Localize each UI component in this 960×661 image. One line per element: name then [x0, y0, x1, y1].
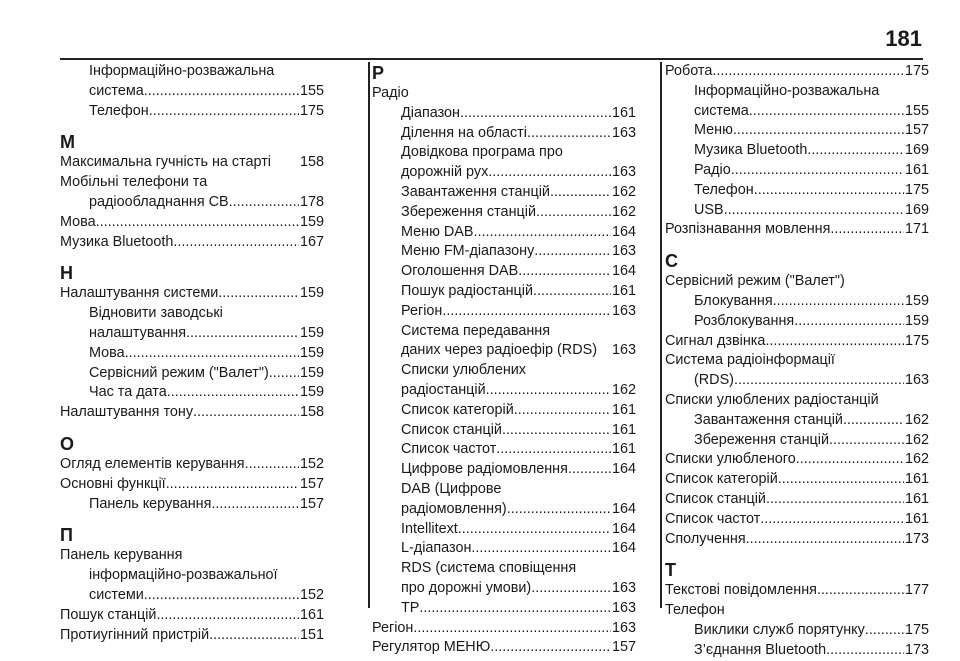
index-page-number: 157	[299, 495, 324, 512]
index-entry	[60, 364, 324, 384]
index-page-number: 161	[611, 282, 636, 299]
index-page-number: 159	[904, 312, 929, 329]
index-entry-text: Регіон	[401, 302, 443, 319]
leader-dots	[829, 431, 904, 451]
index-page-number: 173	[904, 641, 929, 658]
index-entry	[665, 530, 929, 550]
index-entry	[372, 84, 636, 104]
index-entry	[665, 181, 929, 201]
leader-dots	[218, 284, 299, 304]
leader-dots	[794, 312, 904, 332]
index-entry-text: Відновити заводські	[89, 305, 223, 322]
leader-dots	[712, 62, 904, 82]
index-entry	[372, 223, 636, 243]
leader-dots	[796, 450, 904, 470]
index-entry	[665, 490, 929, 510]
index-entry-text: радіообладнання CB	[89, 193, 229, 210]
index-entry	[372, 143, 636, 183]
index-entry-text: Пошук радіостанцій	[401, 282, 534, 299]
index-entry	[372, 440, 636, 460]
index-column-1	[60, 62, 324, 645]
index-entry-text: USB	[694, 201, 724, 218]
index-page-number: 164	[611, 461, 636, 478]
index-page-number: 151	[299, 626, 324, 643]
index-entry-text: Intellitext	[401, 520, 458, 537]
leader-dots	[830, 220, 904, 240]
leader-dots	[733, 121, 904, 141]
index-entry-text: Налаштування тону	[60, 404, 194, 421]
index-entry-text: інформаційно-розважальної	[89, 567, 278, 584]
leader-dots	[550, 183, 611, 203]
index-page-number: 171	[904, 221, 929, 238]
index-entry-text: радіостанцій	[401, 381, 486, 398]
index-entry	[665, 312, 929, 332]
leader-dots	[209, 626, 299, 646]
index-page-number: 159	[299, 344, 324, 361]
index-page-number: 162	[611, 203, 636, 220]
leader-dots	[536, 203, 611, 223]
index-entry	[665, 621, 929, 641]
index-page-number: 161	[904, 161, 929, 178]
index-entry-text: Завантаження станцій	[694, 411, 843, 428]
index-entry	[665, 601, 929, 621]
index-entry	[60, 284, 324, 304]
index-letter-heading: М	[60, 132, 75, 153]
index-page-number: 162	[904, 411, 929, 428]
index-entry-text: Інформаційно-розважальна	[89, 63, 275, 79]
index-entry-text: Діапазон	[401, 104, 460, 121]
leader-dots	[534, 242, 611, 262]
index-page-number: 163	[611, 342, 636, 359]
index-entry-text: Налаштування системи	[60, 285, 219, 302]
leader-dots	[807, 141, 904, 161]
index-page-number: 157	[611, 639, 636, 656]
leader-dots	[766, 490, 904, 510]
leader-dots	[518, 262, 611, 282]
leader-dots	[507, 500, 611, 520]
index-entry-text: (RDS)	[694, 372, 734, 389]
header-rule	[60, 58, 923, 60]
leader-dots	[471, 539, 611, 559]
leader-dots	[496, 440, 611, 460]
index-entry	[372, 242, 636, 262]
index-entry	[372, 559, 636, 599]
leader-dots	[502, 421, 611, 441]
index-entry-text: Система передавання	[401, 322, 551, 339]
index-entry	[665, 141, 929, 161]
leader-dots	[734, 371, 904, 391]
leader-dots	[229, 193, 299, 213]
leader-dots	[149, 102, 299, 122]
index-entry	[665, 292, 929, 312]
index-entry-text: Основні функції	[60, 475, 166, 492]
index-entry-text: TP	[401, 599, 420, 616]
index-letter-heading: Р	[372, 63, 385, 83]
index-entry-text: Списки улюбленого	[665, 451, 796, 468]
leader-dots	[765, 332, 904, 352]
index-entry-text: Сервісний режим ("Валет")	[89, 364, 269, 381]
index-page-number: 164	[611, 500, 636, 517]
leader-dots	[156, 606, 299, 626]
index-entry	[665, 351, 929, 391]
index-page-number: 173	[904, 530, 929, 547]
index-page-number: 164	[611, 223, 636, 240]
index-page-number: 159	[904, 292, 929, 309]
index-entry	[60, 383, 324, 403]
index-entry	[372, 539, 636, 559]
index-page-number: 169	[904, 201, 929, 218]
index-entry-text: Сполучення	[665, 530, 746, 547]
index-page-number: 157	[904, 122, 929, 139]
index-entry-text: Радіо	[372, 85, 409, 101]
leader-dots	[473, 223, 611, 243]
index-page-number: 175	[904, 63, 929, 79]
leader-dots	[746, 530, 904, 550]
index-entry-text: Список станцій	[665, 490, 766, 507]
leader-dots	[442, 302, 611, 322]
index-entry-text: Огляд елементів керування	[60, 455, 245, 472]
index-entry	[372, 124, 636, 144]
index-entry-text: Інформаційно-розважальна	[694, 82, 880, 99]
index-page-number: 162	[904, 431, 929, 448]
index-entry-text: Система радіоінформації	[665, 352, 835, 369]
index-entry-text: даних через радіоефір (RDS)	[401, 342, 597, 359]
index-entry-text: Радіо	[694, 161, 731, 178]
index-page-number: 175	[904, 621, 929, 638]
index-entry-text: Виклики служб порятунку	[694, 621, 865, 638]
leader-dots	[144, 82, 299, 102]
index-page-number: 164	[611, 520, 636, 537]
leader-dots	[826, 641, 904, 661]
index-entry-text: Список частот	[665, 510, 761, 527]
index-entry-text: Меню	[694, 122, 733, 139]
index-entry	[372, 183, 636, 203]
index-entry	[372, 421, 636, 441]
index-entry	[665, 411, 929, 431]
index-entry	[372, 480, 636, 520]
index-entry	[372, 619, 636, 639]
index-page-number: 163	[611, 599, 636, 616]
index-letter-heading: Н	[60, 263, 73, 284]
index-entry-text: DAB (Цифрове	[401, 480, 502, 497]
leader-dots	[144, 586, 299, 606]
index-page-number: 158	[299, 404, 324, 421]
index-entry	[372, 322, 636, 362]
index-entry	[665, 201, 929, 221]
index-column-2	[368, 62, 636, 656]
index-page-number: 162	[611, 183, 636, 200]
index-entry	[60, 304, 324, 344]
index-entry	[665, 82, 929, 122]
index-entry-text: Телефон	[89, 102, 149, 119]
leader-dots	[760, 510, 904, 530]
index-entry-text: Списки улюблених	[401, 362, 526, 379]
index-page-number: 161	[904, 471, 929, 488]
index-entry-text: Розпізнавання мовлення	[665, 221, 831, 238]
index-entry-text: Музика Bluetooth	[60, 233, 174, 250]
index-entry-text: Меню FM-діапазону	[401, 243, 535, 260]
leader-dots	[458, 520, 611, 540]
index-page-number: 169	[904, 142, 929, 159]
index-entry-text: Список категорій	[665, 471, 778, 488]
index-page-number: 163	[611, 579, 636, 596]
index-entry-text: Регулятор МЕНЮ	[372, 639, 491, 656]
index-entry-text: Час та дата	[89, 384, 167, 401]
leader-dots	[186, 324, 299, 344]
index-page-number: 178	[299, 193, 324, 210]
index-entry	[665, 161, 929, 181]
leader-dots	[488, 163, 611, 183]
index-page-number: 159	[299, 285, 324, 302]
index-entry-text: Завантаження станцій	[401, 183, 550, 200]
index-page-number: 161	[299, 606, 324, 623]
leader-dots	[486, 381, 611, 401]
index-letter-heading: П	[60, 525, 73, 546]
leader-dots	[754, 181, 904, 201]
index-page-number: 159	[299, 324, 324, 341]
index-entry	[372, 361, 636, 401]
leader-dots	[166, 475, 299, 495]
index-entry-text: RDS (система сповіщення	[401, 560, 577, 577]
index-entry	[665, 641, 929, 661]
index-entry	[372, 104, 636, 124]
index-entry	[665, 272, 929, 292]
index-page-number: 155	[299, 82, 324, 99]
index-page-number: 161	[611, 441, 636, 458]
page-number: 181	[885, 26, 922, 51]
index-page-number: 161	[904, 510, 929, 527]
index-letter-heading: С	[665, 251, 678, 272]
index-entry	[60, 606, 324, 626]
index-page-number: 152	[299, 586, 324, 603]
leader-dots	[460, 104, 611, 124]
index-letter-heading: Т	[665, 560, 676, 581]
index-entry-text: Мова	[89, 344, 125, 361]
leader-dots	[531, 579, 611, 599]
leader-dots	[773, 292, 904, 312]
index-entry	[665, 431, 929, 451]
index-entry	[665, 510, 929, 530]
index-page-number: 162	[611, 381, 636, 398]
index-page-number: 161	[611, 104, 636, 121]
leader-dots	[419, 599, 611, 619]
leader-dots	[193, 403, 299, 423]
index-page-number: 157	[299, 475, 324, 492]
index-entry-text: L-діапазон	[401, 540, 472, 557]
index-entry-text: Протиугінний пристрій	[60, 626, 210, 643]
leader-dots	[843, 411, 904, 431]
index-page-number: 175	[904, 332, 929, 349]
leader-dots	[731, 161, 904, 181]
index-entry-text: дорожній рух	[401, 164, 489, 181]
index-column-3	[660, 62, 929, 658]
leader-dots	[749, 102, 904, 122]
index-entry-text: Панель керування	[60, 547, 183, 564]
index-page-number: 162	[904, 451, 929, 468]
index-entry-text: система	[89, 82, 144, 99]
index-entry	[60, 455, 324, 475]
index-entry	[372, 262, 636, 282]
index-page-number: 164	[611, 263, 636, 280]
index-entry	[372, 460, 636, 480]
index-entry	[60, 626, 324, 646]
leader-dots	[490, 638, 611, 658]
index-page-number: 158	[299, 154, 324, 171]
index-entry-text: Мобільні телефони та	[60, 174, 208, 191]
index-entry-text: Пошук станцій	[60, 606, 157, 623]
index-page-number: 177	[904, 582, 929, 599]
leader-dots	[269, 364, 299, 384]
index-page-number: 164	[611, 540, 636, 557]
index-entry-text: Текстові повідомлення	[665, 582, 817, 599]
index-entry-text: Цифрове радіомовлення	[401, 461, 568, 478]
index-entry	[60, 475, 324, 495]
index-page-number: 159	[299, 213, 324, 230]
index-entry-text: Ділення на області	[401, 124, 527, 141]
leader-dots	[724, 201, 904, 221]
leader-dots	[245, 455, 299, 475]
index-entry	[665, 121, 929, 141]
index-entry-text: Мова	[60, 213, 96, 230]
index-entry-text: Сигнал дзвінка	[665, 332, 766, 349]
index-page-number: 159	[299, 384, 324, 401]
index-page-number: 163	[611, 124, 636, 141]
index-entry-text: Списки улюблених радіостанцій	[665, 391, 879, 408]
index-entry	[665, 332, 929, 352]
leader-dots	[173, 233, 299, 253]
index-page-number: 161	[611, 401, 636, 418]
index-entry	[665, 391, 929, 411]
index-page-number: 163	[611, 302, 636, 319]
leader-dots	[96, 213, 299, 233]
leader-dots	[514, 401, 611, 421]
index-entry	[372, 401, 636, 421]
index-entry-text: система	[694, 102, 749, 119]
index-entry-text: системи	[89, 586, 144, 603]
index-entry-text: Збереження станцій	[694, 431, 829, 448]
index-entry	[60, 102, 324, 122]
index-page-number: 163	[611, 619, 636, 636]
index-page-number: 161	[611, 421, 636, 438]
index-entry-text: З’єднання Bluetooth	[694, 641, 827, 658]
index-entry	[60, 403, 324, 423]
index-entry-text: радіомовлення)	[401, 500, 507, 517]
leader-dots	[125, 344, 299, 364]
index-entry	[372, 520, 636, 540]
index-entry-text: Максимальна гучність на старті	[60, 154, 272, 171]
index-entry	[60, 546, 324, 605]
index-entry	[60, 213, 324, 233]
index-entry	[372, 282, 636, 302]
index-page-number: 152	[299, 455, 324, 472]
index-entry-text: Список категорій	[401, 401, 514, 418]
leader-dots	[413, 619, 611, 639]
index-page-number: 167	[299, 233, 324, 250]
index-page-number: 161	[904, 490, 929, 507]
index-entry	[665, 450, 929, 470]
index-entry	[372, 302, 636, 322]
leader-dots	[533, 282, 611, 302]
leader-dots	[211, 495, 299, 515]
leader-dots	[778, 470, 904, 490]
index-entry-text: Телефон	[694, 181, 754, 198]
index-entry-text: про дорожні умови)	[401, 579, 532, 596]
index-entry-text: Телефон	[665, 602, 725, 619]
index-entry	[665, 62, 929, 82]
leader-dots	[817, 581, 904, 601]
index-entry-text: Меню DAB	[401, 223, 474, 240]
index-entry	[372, 203, 636, 223]
index-entry	[372, 638, 636, 658]
index-entry-text: Оголошення DAB	[401, 263, 519, 280]
index-entry	[60, 62, 324, 102]
index-entry-text: Список частот	[401, 441, 497, 458]
index-page-number: 163	[611, 164, 636, 181]
index-page-number: 163	[904, 372, 929, 389]
index-entry	[60, 344, 324, 364]
index-page-number: 175	[904, 181, 929, 198]
index-entry-text: Довідкова програма про	[401, 144, 563, 161]
index-entry-text: Робота	[665, 63, 713, 79]
index-entry	[665, 220, 929, 240]
index-entry	[665, 581, 929, 601]
index-entry	[665, 470, 929, 490]
index-page-number: 159	[299, 364, 324, 381]
index-page-number: 155	[904, 102, 929, 119]
leader-dots	[167, 383, 299, 403]
index-entry-text: Сервісний режим ("Валет")	[665, 273, 845, 290]
leader-dots	[865, 621, 904, 641]
index-entry-text: Регіон	[372, 619, 414, 636]
index-entry-text: Блокування	[694, 292, 773, 309]
index-entry-text: Музика Bluetooth	[694, 142, 808, 159]
index-entry-text: Список станцій	[401, 421, 502, 438]
index-page-number: 163	[611, 243, 636, 260]
index-entry	[60, 173, 324, 213]
index-entry	[60, 233, 324, 253]
index-entry-text: Розблокування	[694, 312, 795, 329]
index-page-number: 175	[299, 102, 324, 119]
leader-dots	[568, 460, 611, 480]
index-entry-text: Панель керування	[89, 495, 212, 512]
index-entry-text: Збереження станцій	[401, 203, 536, 220]
index-entry-text: налаштування	[89, 324, 187, 341]
index-entry	[60, 495, 324, 515]
index-entry	[60, 153, 324, 173]
index-entry	[372, 599, 636, 619]
leader-dots	[527, 124, 611, 144]
index-letter-heading: О	[60, 433, 75, 454]
